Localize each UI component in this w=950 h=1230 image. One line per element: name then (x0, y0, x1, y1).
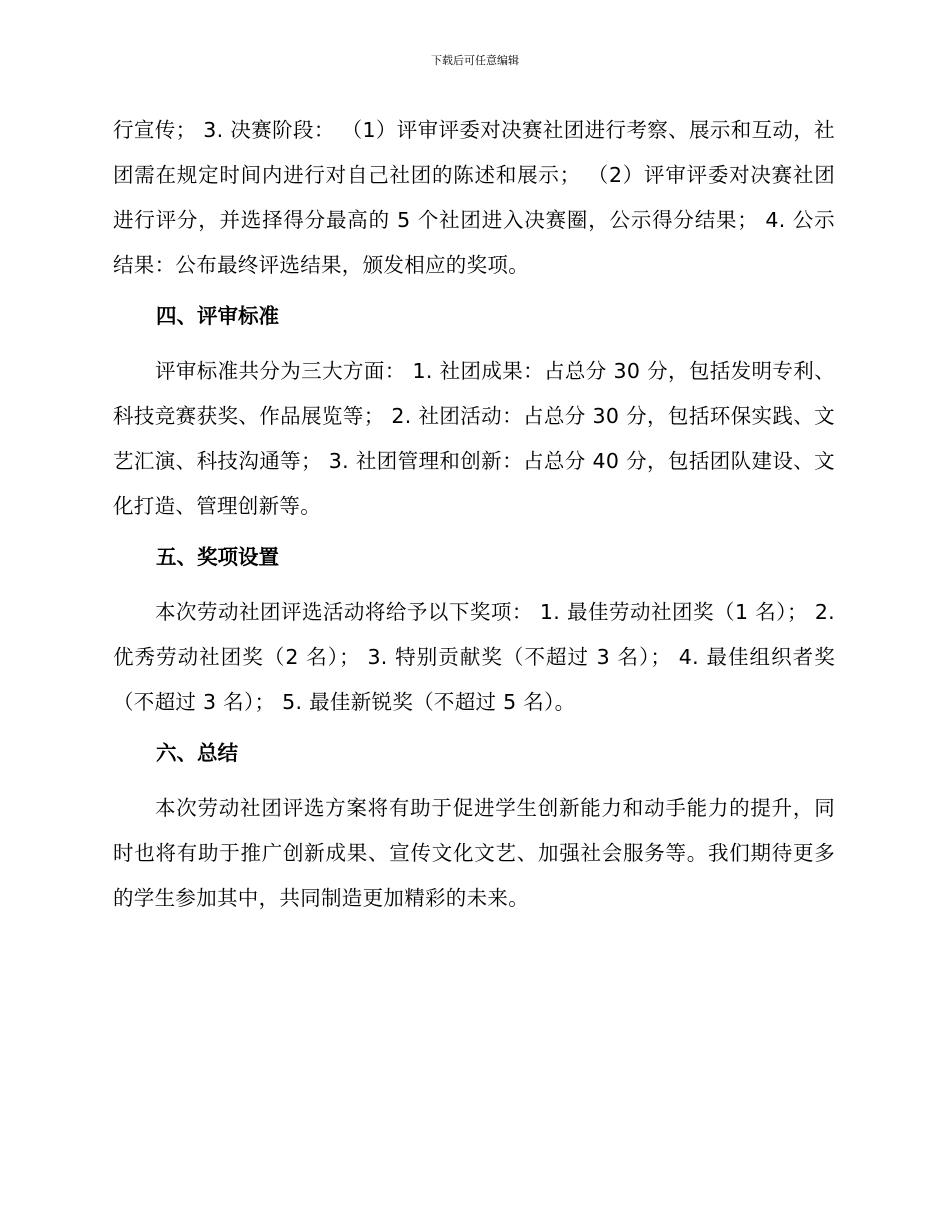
awards-heading: 五、奖项设置 (156, 545, 279, 569)
document-body (113, 108, 835, 921)
summary-paragraph: 本次劳动社团评选方案将有助于促进学生创新能力和动手能力的提升，同时也将有助于推广创新成果、宣传文化文艺、加强社会服务等。我们期待更多的学生参加其中，共同制造更加精彩的未来。 (113, 796, 835, 910)
intro-paragraph: 行宣传； 3. 决赛阶段： （1）评审评委对决赛社团进行考察、展示和互动，社团需在规定时间内进行对自己社团的陈述和展示； （2）评审评委对决赛社团进行评分，并选择得分最高的 5 个社团进入决赛圈，公示得分结果； 4. 公示结果：公布最终评选结果，颁发相应的奖项。 (113, 118, 835, 277)
page-header: 下载后可任意编辑 (431, 54, 519, 67)
criteria-heading: 四、评审标准 (156, 304, 279, 328)
summary-heading: 六、总结 (156, 741, 238, 765)
awards-paragraph: 本次劳动社团评选活动将给予以下奖项： 1. 最佳劳动社团奖（1 名）； 2. 优秀劳动社团奖（2 名）； 3. 特别贡献奖（不超过 3 名）； 4. 最佳组织者奖（不超过 3 名）； 5. 最佳新锐奖（不超过 5 名）。 (113, 600, 835, 714)
criteria-paragraph: 评审标准共分为三大方面： 1. 社团成果：占总分 30 分，包括发明专利、科技竞赛获奖、作品展览等； 2. 社团活动：占总分 30 分，包括环保实践、文艺汇演、科技沟通等； 3. 社团管理和创新：占总分 40 分，包括团队建设、文化打造、管理创新等。 (113, 359, 835, 518)
